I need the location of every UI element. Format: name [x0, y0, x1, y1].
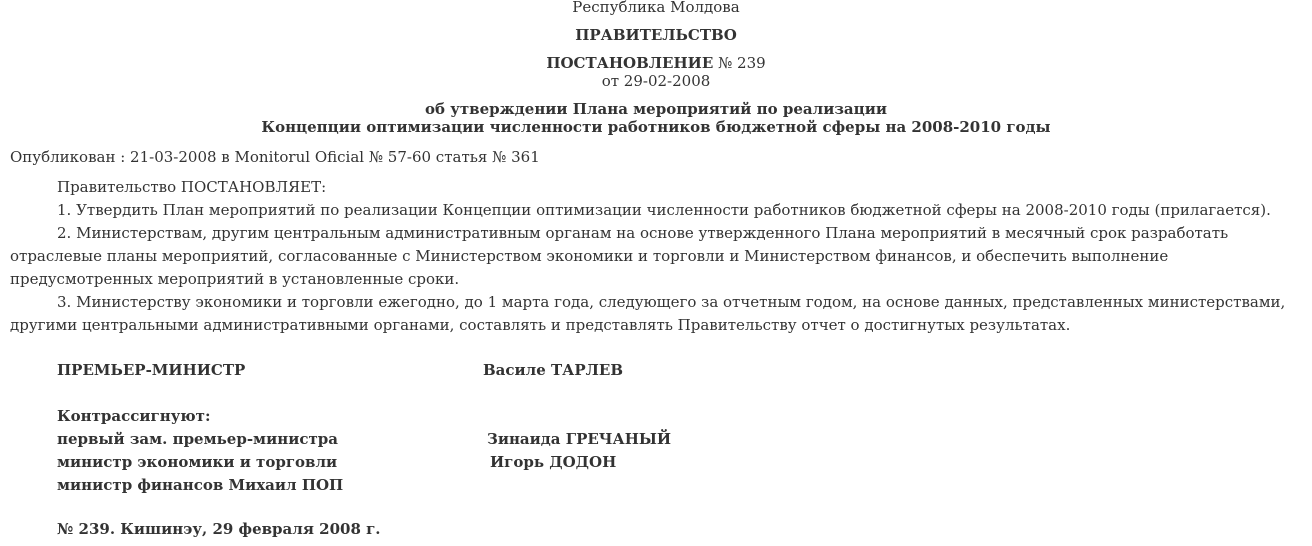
title-line-1: об утверждении Плана мероприятий по реализации [425, 100, 887, 118]
paragraph-1: 1. Утвердить План мероприятий по реализации Концепции оптимизации численности работников бюджетной сферы на 2008-2010 годы (прилагается). [57, 201, 1271, 219]
paragraph-3: 3. Министерству экономики и торговли ежегодно, до 1 марта года, следующего за отчетным годом, на основе данных, представленных министерствами, другими центральными административными органами, составлять и представлять Правительству отчет о достигнутых результатах. [10, 293, 1286, 334]
decree-footer: № 239. Кишинэу, 29 февраля 2008 г. [57, 520, 381, 538]
decree-label: ПОСТАНОВЛЕНИЕ [546, 54, 714, 72]
paragraph-2: 2. Министерствам, другим центральным административным органам на основе утвержденного Плана мероприятий в месячный срок разработать отраслевые планы мероприятий, согласованные с Министерством экономики и торговли и Министерством финансов, и обеспечить выполнение предусмотренных мероприятий в установленные сроки. [10, 224, 1229, 288]
decree-date: от 29-02-2008 [601, 72, 711, 90]
decree-number: № 239 [718, 54, 766, 72]
intro-paragraph: Правительство ПОСТАНОВЛЯЕТ: [57, 178, 327, 196]
finance-minister: министр финансов Михаил ПОП [57, 476, 344, 494]
publication-info: Опубликован : 21-03-2008 в Monitorul Oficial № 57-60 статья № 361 [10, 148, 540, 166]
first-deputy-title: первый зам. премьер-министра [57, 430, 338, 448]
countersign-label: Контрассигнуют: [57, 407, 211, 425]
economy-minister-name: Игорь ДОДОН [490, 453, 617, 471]
government-header: ПРАВИТЕЛЬСТВО [575, 26, 737, 44]
prime-minister-name: Василе ТАРЛЕВ [483, 361, 624, 379]
first-deputy-name: Зинаида ГРЕЧАНЫЙ [487, 430, 672, 448]
economy-minister-title: министр экономики и торговли [57, 453, 338, 471]
title-line-2: Концепции оптимизации численности работников бюджетной сферы на 2008-2010 годы [261, 118, 1051, 136]
prime-minister-title: ПРЕМЬЕР-МИНИСТР [57, 361, 246, 379]
republic-header: Республика Молдова [572, 0, 740, 16]
